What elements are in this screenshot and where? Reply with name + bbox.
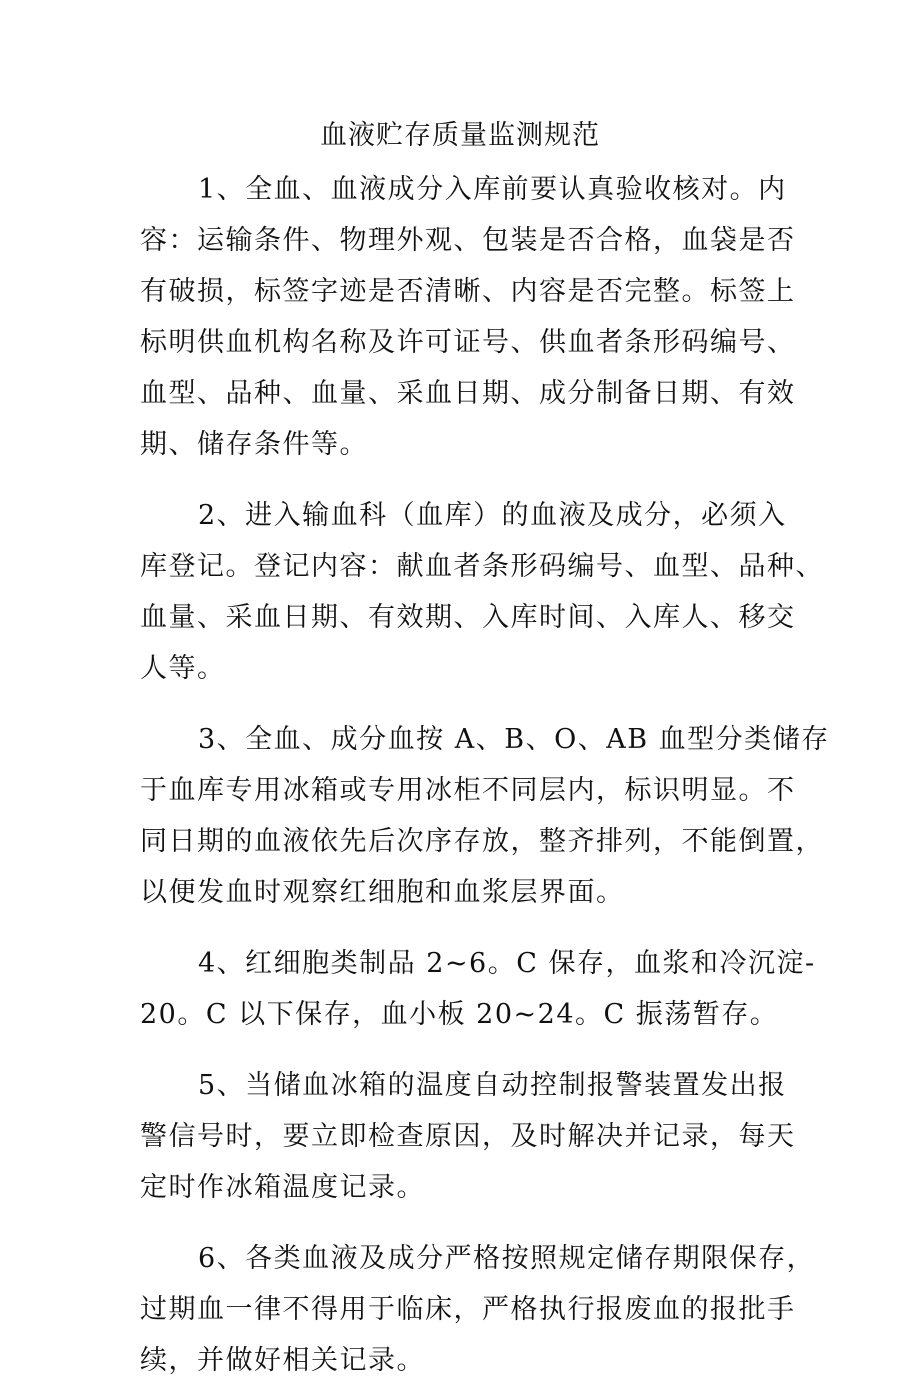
paragraph-line: 5、当储血冰箱的温度自动控制报警装置发出报 bbox=[198, 1070, 787, 1101]
paragraph-line: 20。C 以下保存，血小板 20~24。C 振荡暂存。 bbox=[140, 999, 779, 1030]
paragraph-line: 2、进入输血科（血库）的血液及成分，必须入 bbox=[198, 500, 787, 531]
paragraph-line: 3、全血、成分血按 A、B、O、AB 血型分类储存 bbox=[198, 724, 830, 755]
paragraph-line: 血型、品种、血量、采血日期、成分制备日期、有效 bbox=[140, 378, 796, 409]
paragraph-line: 库登记。登记内容：献血者条形码编号、血型、品种、 bbox=[140, 551, 824, 582]
paragraph-line: 人等。 bbox=[140, 653, 226, 684]
paragraph-3 bbox=[140, 714, 830, 918]
paragraph-line: 续，并做好相关记录。 bbox=[140, 1345, 425, 1376]
paragraph-line: 同日期的血液依先后次序存放，整齐排列，不能倒置， bbox=[140, 826, 824, 857]
paragraph-2 bbox=[140, 490, 824, 694]
paragraph-line: 4、红细胞类制品 2~6。C 保存，血浆和冷沉淀- bbox=[198, 948, 816, 979]
paragraph-line: 1、全血、血液成分入库前要认真验收核对。内 bbox=[198, 174, 787, 205]
paragraph-line: 血量、采血日期、有效期、入库时间、入库人、移交 bbox=[140, 602, 796, 633]
paragraph-1 bbox=[140, 164, 796, 470]
paragraph-line: 过期血一律不得用于临床，严格执行报废血的报批手 bbox=[140, 1294, 796, 1325]
paragraph-line: 6、各类血液及成分严格按照规定储存期限保存， bbox=[198, 1243, 816, 1274]
paragraph-5 bbox=[140, 1060, 796, 1213]
paragraph-line: 容：运输条件、物理外观、包装是否合格，血袋是否 bbox=[140, 225, 796, 256]
paragraph-line: 定时作冰箱温度记录。 bbox=[140, 1172, 425, 1203]
paragraph-line: 期、储存条件等。 bbox=[140, 429, 368, 460]
paragraph-line: 标明供血机构名称及许可证号、供血者条形码编号、 bbox=[140, 327, 796, 358]
paragraph-line: 以便发血时观察红细胞和血浆层界面。 bbox=[140, 877, 625, 908]
paragraph-6 bbox=[140, 1233, 816, 1386]
document-title: 血液贮存质量监测规范 bbox=[320, 120, 600, 151]
paragraph-line: 于血库专用冰箱或专用冰柜不同层内，标识明显。不 bbox=[140, 775, 796, 806]
paragraph-4 bbox=[140, 938, 816, 1040]
document-body bbox=[140, 164, 830, 1386]
paragraph-line: 警信号时，要立即检查原因，及时解决并记录，每天 bbox=[140, 1121, 796, 1152]
paragraph-line: 有破损，标签字迹是否清晰、内容是否完整。标签上 bbox=[140, 276, 796, 307]
